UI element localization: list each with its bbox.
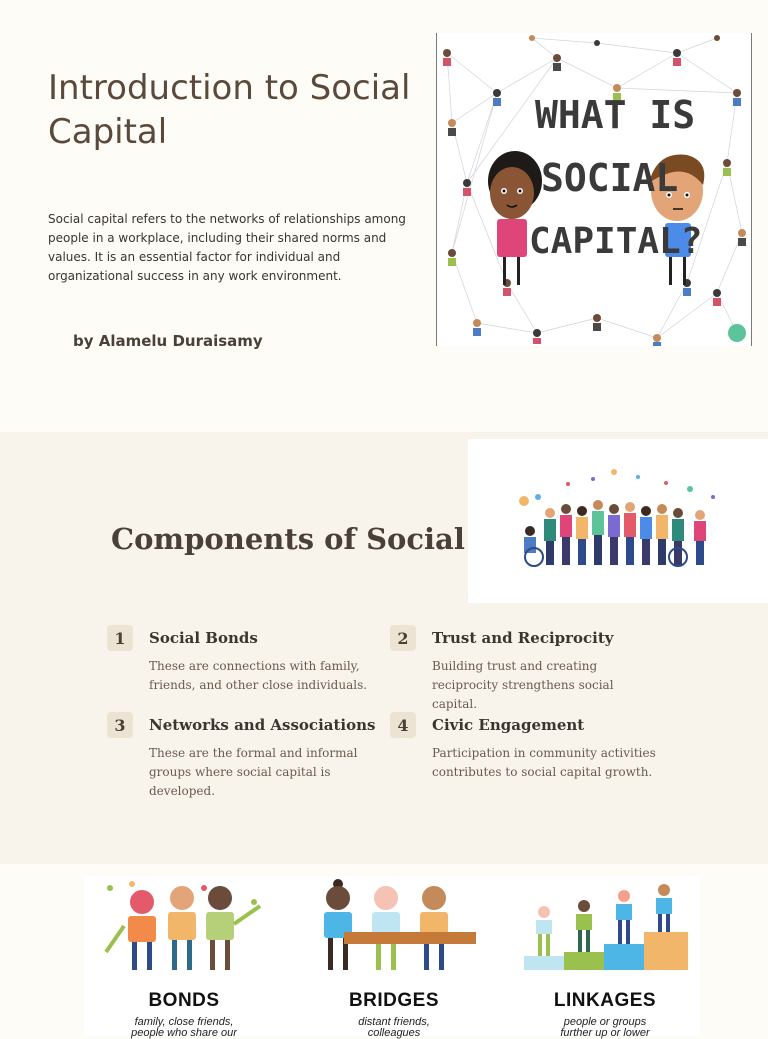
network-illustration xyxy=(437,33,751,346)
component-title: Social Bonds xyxy=(149,629,258,647)
slide-description: Social capital refers to the networks of relationships among people in a workplace, including their shared norms and values. It is an essential factor for individual and organizational success in any work environment. xyxy=(48,212,406,283)
bonds-bridges-linkages-illustration xyxy=(84,876,700,1039)
bonds-label: BONDS xyxy=(148,990,220,1011)
linkages-subtitle-line-2: further up or lower xyxy=(560,1027,650,1039)
bridges-subtitle xyxy=(294,1017,494,1039)
girl-character-icon xyxy=(488,151,542,285)
components-title: Components of Social xyxy=(111,522,465,556)
illustration-text-line-1: WHAT IS xyxy=(535,93,696,137)
crowd-people xyxy=(524,500,706,566)
slide-title: Introduction to Social Capital xyxy=(48,68,411,152)
bridges-subtitle-line-2: colleagues xyxy=(367,1027,421,1039)
slide-bonds-bridges-linkages xyxy=(0,864,768,1039)
bridges-people-icon xyxy=(324,879,476,970)
illustration-text-line-2: SOCIAL xyxy=(541,156,679,200)
component-title: Civic Engagement xyxy=(432,716,585,734)
illustration-headline xyxy=(529,93,702,262)
three-types-illustration xyxy=(84,876,700,986)
confetti-decorations xyxy=(519,469,715,506)
bonds-people-icon xyxy=(106,881,260,970)
what-is-social-capital-illustration xyxy=(436,33,752,346)
bonds-subtitle-line-1: family, close friends, xyxy=(134,1016,234,1028)
component-number-badge: 4 xyxy=(390,712,416,738)
slide-introduction xyxy=(0,0,768,432)
bonds-subtitle xyxy=(84,1017,284,1039)
component-description: Participation in community activities contributes to social capital growth. xyxy=(432,746,656,779)
component-description: Building trust and creating reciprocity strengthens social capital. xyxy=(432,659,614,711)
component-description: These are the formal and informal groups where social capital is developed. xyxy=(149,746,358,798)
linkages-label: LINKAGES xyxy=(553,990,657,1011)
bonds-subtitle-line-2: people who share our xyxy=(131,1027,237,1039)
component-number-badge: 1 xyxy=(107,625,133,651)
component-number-badge: 2 xyxy=(390,625,416,651)
crowd-illustration xyxy=(468,439,768,603)
slide-components xyxy=(0,432,768,864)
component-title: Trust and Reciprocity xyxy=(432,629,614,647)
linkages-subtitle-line-1: people or groups xyxy=(563,1016,647,1028)
bridges-subtitle-line-1: distant friends, xyxy=(358,1016,430,1028)
component-description: These are connections with family, friends, and other close individuals. xyxy=(149,659,368,692)
component-title: Networks and Associations xyxy=(149,716,376,734)
linkages-subtitle xyxy=(505,1017,705,1039)
author-line: by Alamelu Duraisamy xyxy=(73,332,263,350)
component-number-badge: 3 xyxy=(107,712,133,738)
illustration-text-line-3: CAPITAL? xyxy=(529,221,703,262)
community-crowd-illustration xyxy=(468,439,768,603)
linkages-steps-icon xyxy=(524,884,688,970)
bridges-label: BRIDGES xyxy=(348,990,440,1011)
